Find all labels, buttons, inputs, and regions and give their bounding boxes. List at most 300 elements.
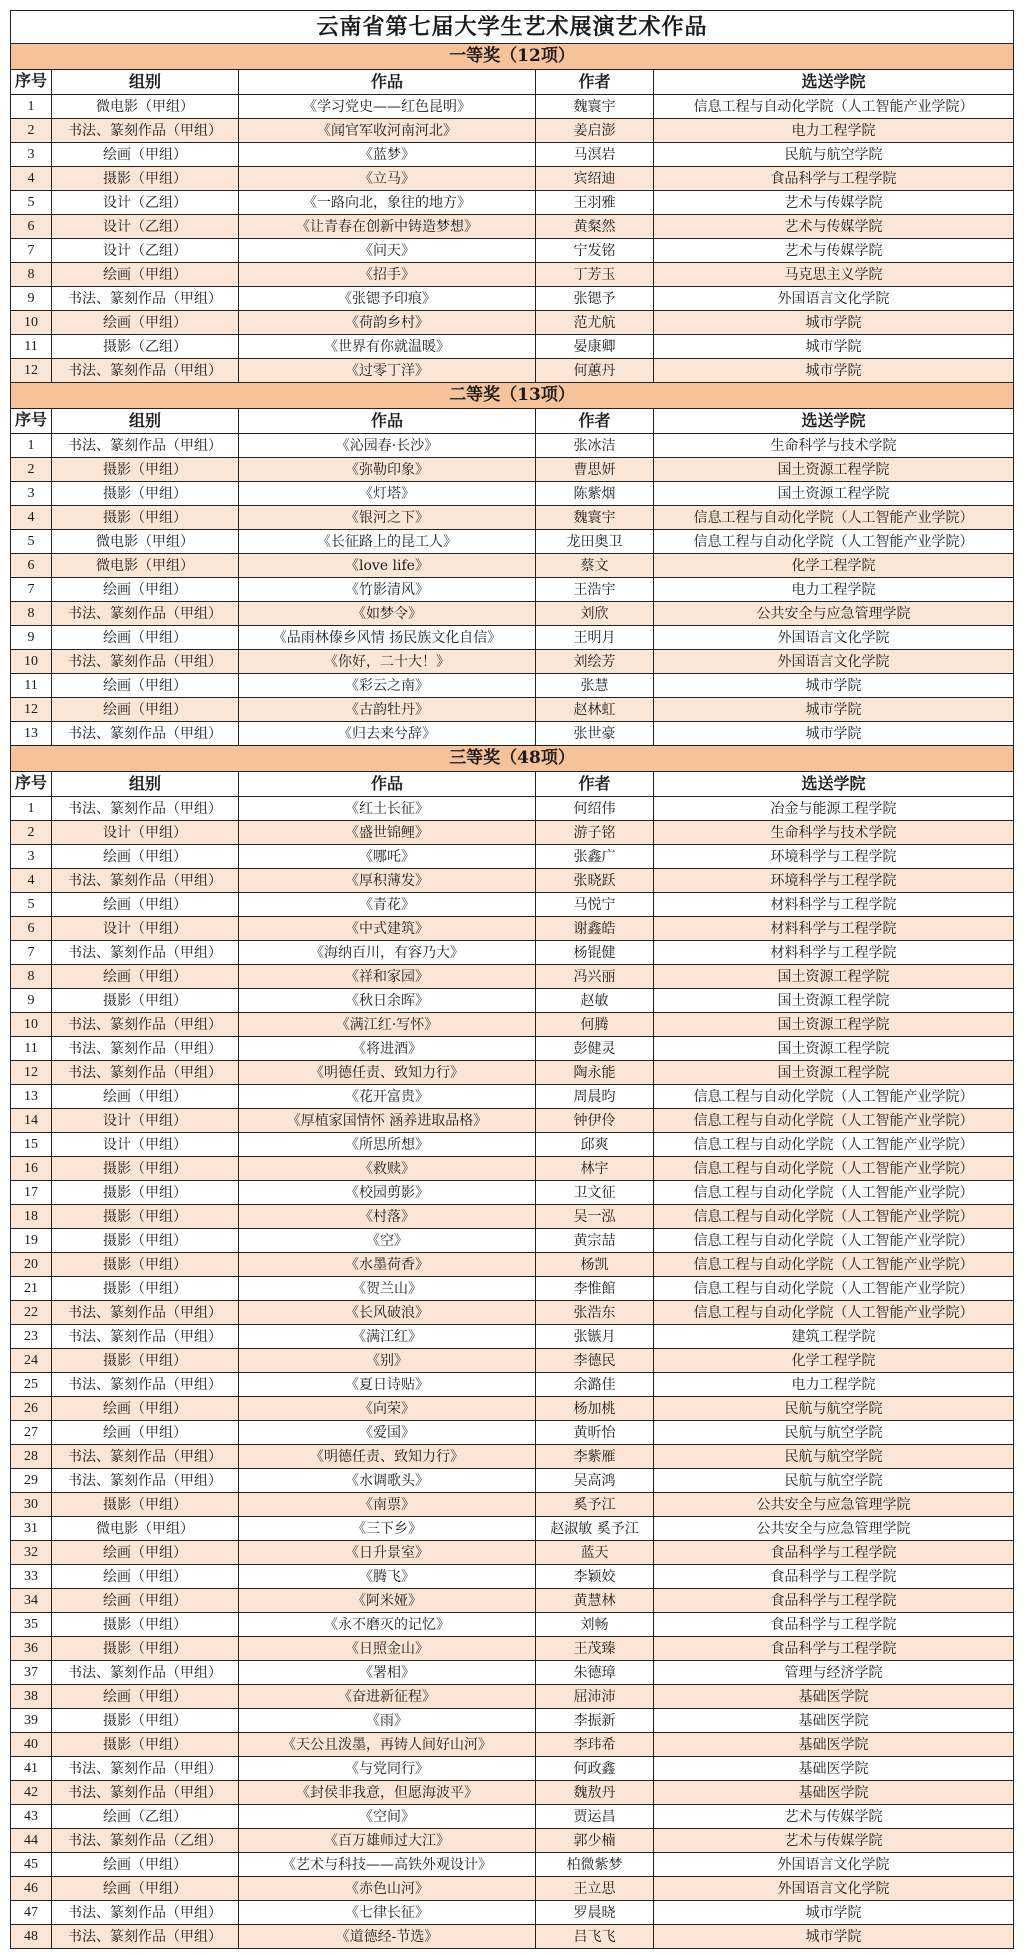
cell-group: 微电影（甲组） [52,95,239,119]
cell-group: 设计（甲组） [52,917,239,941]
table-row [11,191,1014,215]
table-row [11,1733,1014,1757]
cell-work: 《长征路上的昆工人》 [239,530,536,554]
cell-author: 魏寰宇 [536,506,654,530]
table-row [11,722,1014,746]
cell-no: 11 [11,1037,52,1061]
cell-no: 9 [11,989,52,1013]
cell-college: 电力工程学院 [654,119,1014,143]
cell-work: 《弥勒印象》 [239,458,536,482]
cell-no: 45 [11,1853,52,1877]
cell-work: 《七律长征》 [239,1901,536,1925]
table-row [11,1253,1014,1277]
cell-work: 《红土长征》 [239,797,536,821]
table-row [11,1301,1014,1325]
cell-work: 《贺兰山》 [239,1277,536,1301]
cell-author: 张冰洁 [536,434,654,458]
cell-work: 《让青春在创新中铸造梦想》 [239,215,536,239]
cell-group: 绘画（甲组） [52,674,239,698]
cell-author: 范尤航 [536,311,654,335]
cell-group: 绘画（甲组） [52,698,239,722]
cell-no: 16 [11,1157,52,1181]
cell-author: 张鑫广 [536,845,654,869]
cell-work: 《村落》 [239,1205,536,1229]
cell-group: 摄影（甲组） [52,482,239,506]
cell-author: 谢鑫皓 [536,917,654,941]
cell-no: 22 [11,1301,52,1325]
cell-work: 《日升景室》 [239,1541,536,1565]
cell-group: 摄影（甲组） [52,1229,239,1253]
table-row [11,1109,1014,1133]
table-row [11,1133,1014,1157]
cell-college: 国土资源工程学院 [654,1013,1014,1037]
table-row [11,698,1014,722]
table-row [11,1229,1014,1253]
award-section-row [11,44,1014,70]
cell-college: 国土资源工程学院 [654,482,1014,506]
cell-work: 《满江红》 [239,1325,536,1349]
cell-no: 8 [11,965,52,989]
cell-no: 37 [11,1661,52,1685]
cell-no: 40 [11,1733,52,1757]
table-row [11,458,1014,482]
cell-no: 12 [11,698,52,722]
table-row [11,1829,1014,1853]
cell-no: 9 [11,287,52,311]
table-row [11,602,1014,626]
cell-author: 张晓跃 [536,869,654,893]
cell-no: 17 [11,1181,52,1205]
cell-author: 林宇 [536,1157,654,1181]
cell-no: 6 [11,917,52,941]
cell-work: 《明德任责、致知力行》 [239,1445,536,1469]
cell-group: 设计（甲组） [52,821,239,845]
cell-no: 6 [11,554,52,578]
cell-no: 9 [11,626,52,650]
cell-college: 冶金与能源工程学院 [654,797,1014,821]
table-row [11,143,1014,167]
cell-group: 绘画（甲组） [52,845,239,869]
cell-no: 23 [11,1325,52,1349]
cell-group: 书法、篆刻作品（甲组） [52,1061,239,1085]
table-row [11,941,1014,965]
cell-author: 杨锟健 [536,941,654,965]
cell-author: 吴高鸿 [536,1469,654,1493]
cell-no: 3 [11,845,52,869]
cell-work: 《艺术与科技——高铁外观设计》 [239,1853,536,1877]
cell-group: 微电影（甲组） [52,1517,239,1541]
cell-college: 民航与航空学院 [654,1445,1014,1469]
table-row [11,1181,1014,1205]
cell-author: 杨加桃 [536,1397,654,1421]
cell-group: 书法、篆刻作品（甲组） [52,797,239,821]
table-row [11,1781,1014,1805]
table-row [11,1325,1014,1349]
table-row [11,797,1014,821]
cell-author: 刘绘芳 [536,650,654,674]
cell-no: 21 [11,1277,52,1301]
column-header-row [11,772,1014,797]
table-row [11,1445,1014,1469]
cell-no: 11 [11,335,52,359]
cell-no: 28 [11,1445,52,1469]
cell-group: 绘画（乙组） [52,1805,239,1829]
table-row [11,1469,1014,1493]
cell-college: 化学工程学院 [654,554,1014,578]
column-header-row [11,409,1014,434]
table-row [11,1661,1014,1685]
cell-group: 书法、篆刻作品（乙组） [52,1829,239,1853]
cell-no: 5 [11,530,52,554]
document-title-row [11,11,1014,44]
cell-work: 《空》 [239,1229,536,1253]
cell-college: 信息工程与自动化学院（人工智能产业学院） [654,1109,1014,1133]
cell-work: 《花开富贵》 [239,1085,536,1109]
cell-no: 29 [11,1469,52,1493]
cell-group: 绘画（甲组） [52,578,239,602]
cell-work: 《阿米娅》 [239,1589,536,1613]
cell-no: 35 [11,1613,52,1637]
cell-no: 32 [11,1541,52,1565]
cell-college: 信息工程与自动化学院（人工智能产业学院） [654,506,1014,530]
cell-author: 冯兴丽 [536,965,654,989]
cell-work: 《厚植家国情怀 涵养进取品格》 [239,1109,536,1133]
cell-college: 管理与经济学院 [654,1661,1014,1685]
cell-no: 3 [11,143,52,167]
cell-group: 摄影（乙组） [52,335,239,359]
cell-group: 设计（乙组） [52,215,239,239]
cell-no: 4 [11,869,52,893]
cell-group: 绘画（甲组） [52,263,239,287]
cell-author: 周晨昀 [536,1085,654,1109]
header-college: 选送学院 [654,70,1014,95]
cell-group: 书法、篆刻作品（甲组） [52,359,239,383]
cell-no: 6 [11,215,52,239]
cell-college: 食品科学与工程学院 [654,1565,1014,1589]
cell-work: 《日照金山》 [239,1637,536,1661]
header-college: 选送学院 [654,409,1014,434]
cell-college: 民航与航空学院 [654,1421,1014,1445]
table-row [11,1541,1014,1565]
cell-college: 国土资源工程学院 [654,1061,1014,1085]
table-row [11,1565,1014,1589]
table-row [11,965,1014,989]
cell-college: 信息工程与自动化学院（人工智能产业学院） [654,1085,1014,1109]
cell-group: 设计（甲组） [52,1109,239,1133]
cell-no: 8 [11,263,52,287]
cell-author: 贾运昌 [536,1805,654,1829]
cell-group: 绘画（甲组） [52,965,239,989]
cell-college: 信息工程与自动化学院（人工智能产业学院） [654,1205,1014,1229]
cell-college: 民航与航空学院 [654,1469,1014,1493]
cell-author: 曹思妍 [536,458,654,482]
cell-group: 书法、篆刻作品（甲组） [52,434,239,458]
cell-group: 摄影（甲组） [52,1613,239,1637]
table-row [11,1013,1014,1037]
cell-college: 艺术与传媒学院 [654,239,1014,263]
cell-college: 外国语言文化学院 [654,1877,1014,1901]
cell-work: 《古韵牡丹》 [239,698,536,722]
cell-group: 摄影（甲组） [52,458,239,482]
cell-college: 国土资源工程学院 [654,1037,1014,1061]
cell-author: 蔡文 [536,554,654,578]
cell-work: 《品雨林傣乡风情 扬民族文化自信》 [239,626,536,650]
cell-author: 李玮希 [536,1733,654,1757]
cell-college: 食品科学与工程学院 [654,1613,1014,1637]
cell-group: 摄影（甲组） [52,1157,239,1181]
cell-college: 环境科学与工程学院 [654,869,1014,893]
cell-group: 书法、篆刻作品（甲组） [52,941,239,965]
cell-author: 黄昕怡 [536,1421,654,1445]
cell-college: 信息工程与自动化学院（人工智能产业学院） [654,1229,1014,1253]
table-row [11,1397,1014,1421]
cell-author: 魏寰宇 [536,95,654,119]
cell-college: 电力工程学院 [654,1373,1014,1397]
cell-college: 电力工程学院 [654,578,1014,602]
cell-work: 《青花》 [239,893,536,917]
cell-no: 42 [11,1781,52,1805]
table-row [11,917,1014,941]
cell-work: 《盛世锦鲤》 [239,821,536,845]
table-row [11,578,1014,602]
cell-author: 彭健灵 [536,1037,654,1061]
table-row [11,1877,1014,1901]
cell-college: 材料科学与工程学院 [654,917,1014,941]
cell-author: 张世豪 [536,722,654,746]
cell-author: 王立思 [536,1877,654,1901]
cell-no: 1 [11,797,52,821]
cell-author: 蓝天 [536,1541,654,1565]
cell-group: 绘画（甲组） [52,1085,239,1109]
table-row [11,1157,1014,1181]
cell-no: 13 [11,722,52,746]
cell-group: 微电影（甲组） [52,530,239,554]
cell-work: 《love life》 [239,554,536,578]
table-row [11,821,1014,845]
cell-group: 绘画（甲组） [52,1565,239,1589]
header-author: 作者 [536,70,654,95]
cell-college: 外国语言文化学院 [654,287,1014,311]
table-row [11,1757,1014,1781]
cell-group: 摄影（甲组） [52,506,239,530]
cell-college: 公共安全与应急管理学院 [654,602,1014,626]
cell-college: 材料科学与工程学院 [654,893,1014,917]
cell-no: 36 [11,1637,52,1661]
cell-author: 余潞佳 [536,1373,654,1397]
table-row [11,95,1014,119]
cell-work: 《所思所想》 [239,1133,536,1157]
cell-author: 李紫雁 [536,1445,654,1469]
cell-college: 基础医学院 [654,1709,1014,1733]
cell-author: 朱德璋 [536,1661,654,1685]
table-row [11,1805,1014,1829]
cell-group: 书法、篆刻作品（甲组） [52,1037,239,1061]
cell-college: 信息工程与自动化学院（人工智能产业学院） [654,1133,1014,1157]
cell-college: 外国语言文化学院 [654,626,1014,650]
cell-no: 10 [11,1013,52,1037]
column-header-row [11,70,1014,95]
cell-no: 18 [11,1205,52,1229]
cell-no: 46 [11,1877,52,1901]
cell-no: 47 [11,1901,52,1925]
award-section-title: 一等奖（12项） [11,44,1014,70]
table-row [11,626,1014,650]
cell-no: 12 [11,359,52,383]
cell-college: 基础医学院 [654,1733,1014,1757]
cell-author: 李德民 [536,1349,654,1373]
cell-group: 绘画（甲组） [52,893,239,917]
cell-work: 《银河之下》 [239,506,536,530]
header-group: 组别 [52,409,239,434]
cell-group: 摄影（甲组） [52,1277,239,1301]
header-no: 序号 [11,409,52,434]
cell-college: 食品科学与工程学院 [654,1589,1014,1613]
cell-group: 书法、篆刻作品（甲组） [52,287,239,311]
table-row [11,1853,1014,1877]
cell-work: 《沁园春·长沙》 [239,434,536,458]
cell-work: 《立马》 [239,167,536,191]
cell-author: 张慧 [536,674,654,698]
cell-no: 10 [11,311,52,335]
cell-author: 何腾 [536,1013,654,1037]
cell-no: 30 [11,1493,52,1517]
table-row [11,1085,1014,1109]
cell-author: 游子铭 [536,821,654,845]
cell-no: 41 [11,1757,52,1781]
table-row [11,311,1014,335]
cell-group: 绘画（甲组） [52,1589,239,1613]
table-row [11,554,1014,578]
cell-group: 绘画（甲组） [52,1397,239,1421]
cell-group: 摄影（甲组） [52,1181,239,1205]
cell-college: 外国语言文化学院 [654,1853,1014,1877]
cell-work: 《署相》 [239,1661,536,1685]
cell-college: 城市学院 [654,335,1014,359]
cell-group: 摄影（甲组） [52,1205,239,1229]
table-row [11,1709,1014,1733]
cell-no: 8 [11,602,52,626]
table-row [11,1349,1014,1373]
cell-college: 生命科学与技术学院 [654,434,1014,458]
cell-no: 33 [11,1565,52,1589]
cell-group: 摄影（甲组） [52,1733,239,1757]
cell-work: 《招手》 [239,263,536,287]
cell-college: 基础医学院 [654,1781,1014,1805]
cell-author: 张锶予 [536,287,654,311]
table-row [11,845,1014,869]
cell-work: 《夏日诗贴》 [239,1373,536,1397]
table-row [11,287,1014,311]
cell-group: 摄影（甲组） [52,1637,239,1661]
cell-no: 2 [11,119,52,143]
table-row [11,167,1014,191]
cell-author: 罗晨晓 [536,1901,654,1925]
cell-work: 《天公且泼墨，再铸人间好山河》 [239,1733,536,1757]
cell-author: 王明月 [536,626,654,650]
table-row [11,989,1014,1013]
cell-college: 信息工程与自动化学院（人工智能产业学院） [654,95,1014,119]
cell-group: 摄影（甲组） [52,1349,239,1373]
table-row [11,650,1014,674]
cell-no: 48 [11,1925,52,1949]
cell-no: 7 [11,578,52,602]
cell-no: 2 [11,458,52,482]
cell-college: 食品科学与工程学院 [654,1637,1014,1661]
cell-work: 《问天》 [239,239,536,263]
cell-college: 城市学院 [654,722,1014,746]
table-row [11,1037,1014,1061]
cell-author: 赵淑敏 奚予江 [536,1517,654,1541]
cell-author: 杨凯 [536,1253,654,1277]
cell-college: 信息工程与自动化学院（人工智能产业学院） [654,1301,1014,1325]
cell-group: 书法、篆刻作品（甲组） [52,1373,239,1397]
cell-work: 《哪吒》 [239,845,536,869]
cell-no: 34 [11,1589,52,1613]
award-section-row [11,746,1014,772]
cell-group: 绘画（甲组） [52,1877,239,1901]
cell-group: 设计（乙组） [52,191,239,215]
cell-author: 马溟岩 [536,143,654,167]
cell-work: 《过零丁洋》 [239,359,536,383]
cell-no: 13 [11,1085,52,1109]
cell-work: 《如梦令》 [239,602,536,626]
cell-work: 《爱国》 [239,1421,536,1445]
cell-college: 国土资源工程学院 [654,989,1014,1013]
cell-no: 12 [11,1061,52,1085]
award-section-title: 三等奖（48项） [11,746,1014,772]
cell-group: 微电影（甲组） [52,554,239,578]
cell-author: 姜启澎 [536,119,654,143]
cell-author: 陶永能 [536,1061,654,1085]
cell-college: 城市学院 [654,359,1014,383]
cell-college: 食品科学与工程学院 [654,1541,1014,1565]
table-row [11,335,1014,359]
table-row [11,506,1014,530]
cell-work: 《海纳百川，有容乃大》 [239,941,536,965]
cell-author: 刘畅 [536,1613,654,1637]
cell-college: 公共安全与应急管理学院 [654,1493,1014,1517]
cell-work: 《蓝梦》 [239,143,536,167]
cell-group: 书法、篆刻作品（甲组） [52,1781,239,1805]
cell-no: 3 [11,482,52,506]
cell-group: 书法、篆刻作品（甲组） [52,1301,239,1325]
cell-group: 绘画（甲组） [52,143,239,167]
cell-work: 《世界有你就温暖》 [239,335,536,359]
cell-college: 信息工程与自动化学院（人工智能产业学院） [654,530,1014,554]
cell-author: 何蕙丹 [536,359,654,383]
cell-college: 基础医学院 [654,1685,1014,1709]
cell-work: 《闻官军收河南河北》 [239,119,536,143]
cell-no: 1 [11,95,52,119]
cell-author: 黄宗喆 [536,1229,654,1253]
cell-work: 《归去来兮辞》 [239,722,536,746]
cell-no: 39 [11,1709,52,1733]
cell-author: 龙田奥卫 [536,530,654,554]
cell-college: 国土资源工程学院 [654,965,1014,989]
table-row [11,1925,1014,1949]
cell-college: 艺术与传媒学院 [654,1829,1014,1853]
cell-college: 外国语言文化学院 [654,650,1014,674]
cell-group: 书法、篆刻作品（甲组） [52,602,239,626]
cell-work: 《向荣》 [239,1397,536,1421]
cell-no: 2 [11,821,52,845]
cell-no: 14 [11,1109,52,1133]
cell-no: 15 [11,1133,52,1157]
cell-work: 《道德经-节选》 [239,1925,536,1949]
table-row [11,1373,1014,1397]
cell-work: 《你好，二十大！》 [239,650,536,674]
cell-college: 环境科学与工程学院 [654,845,1014,869]
